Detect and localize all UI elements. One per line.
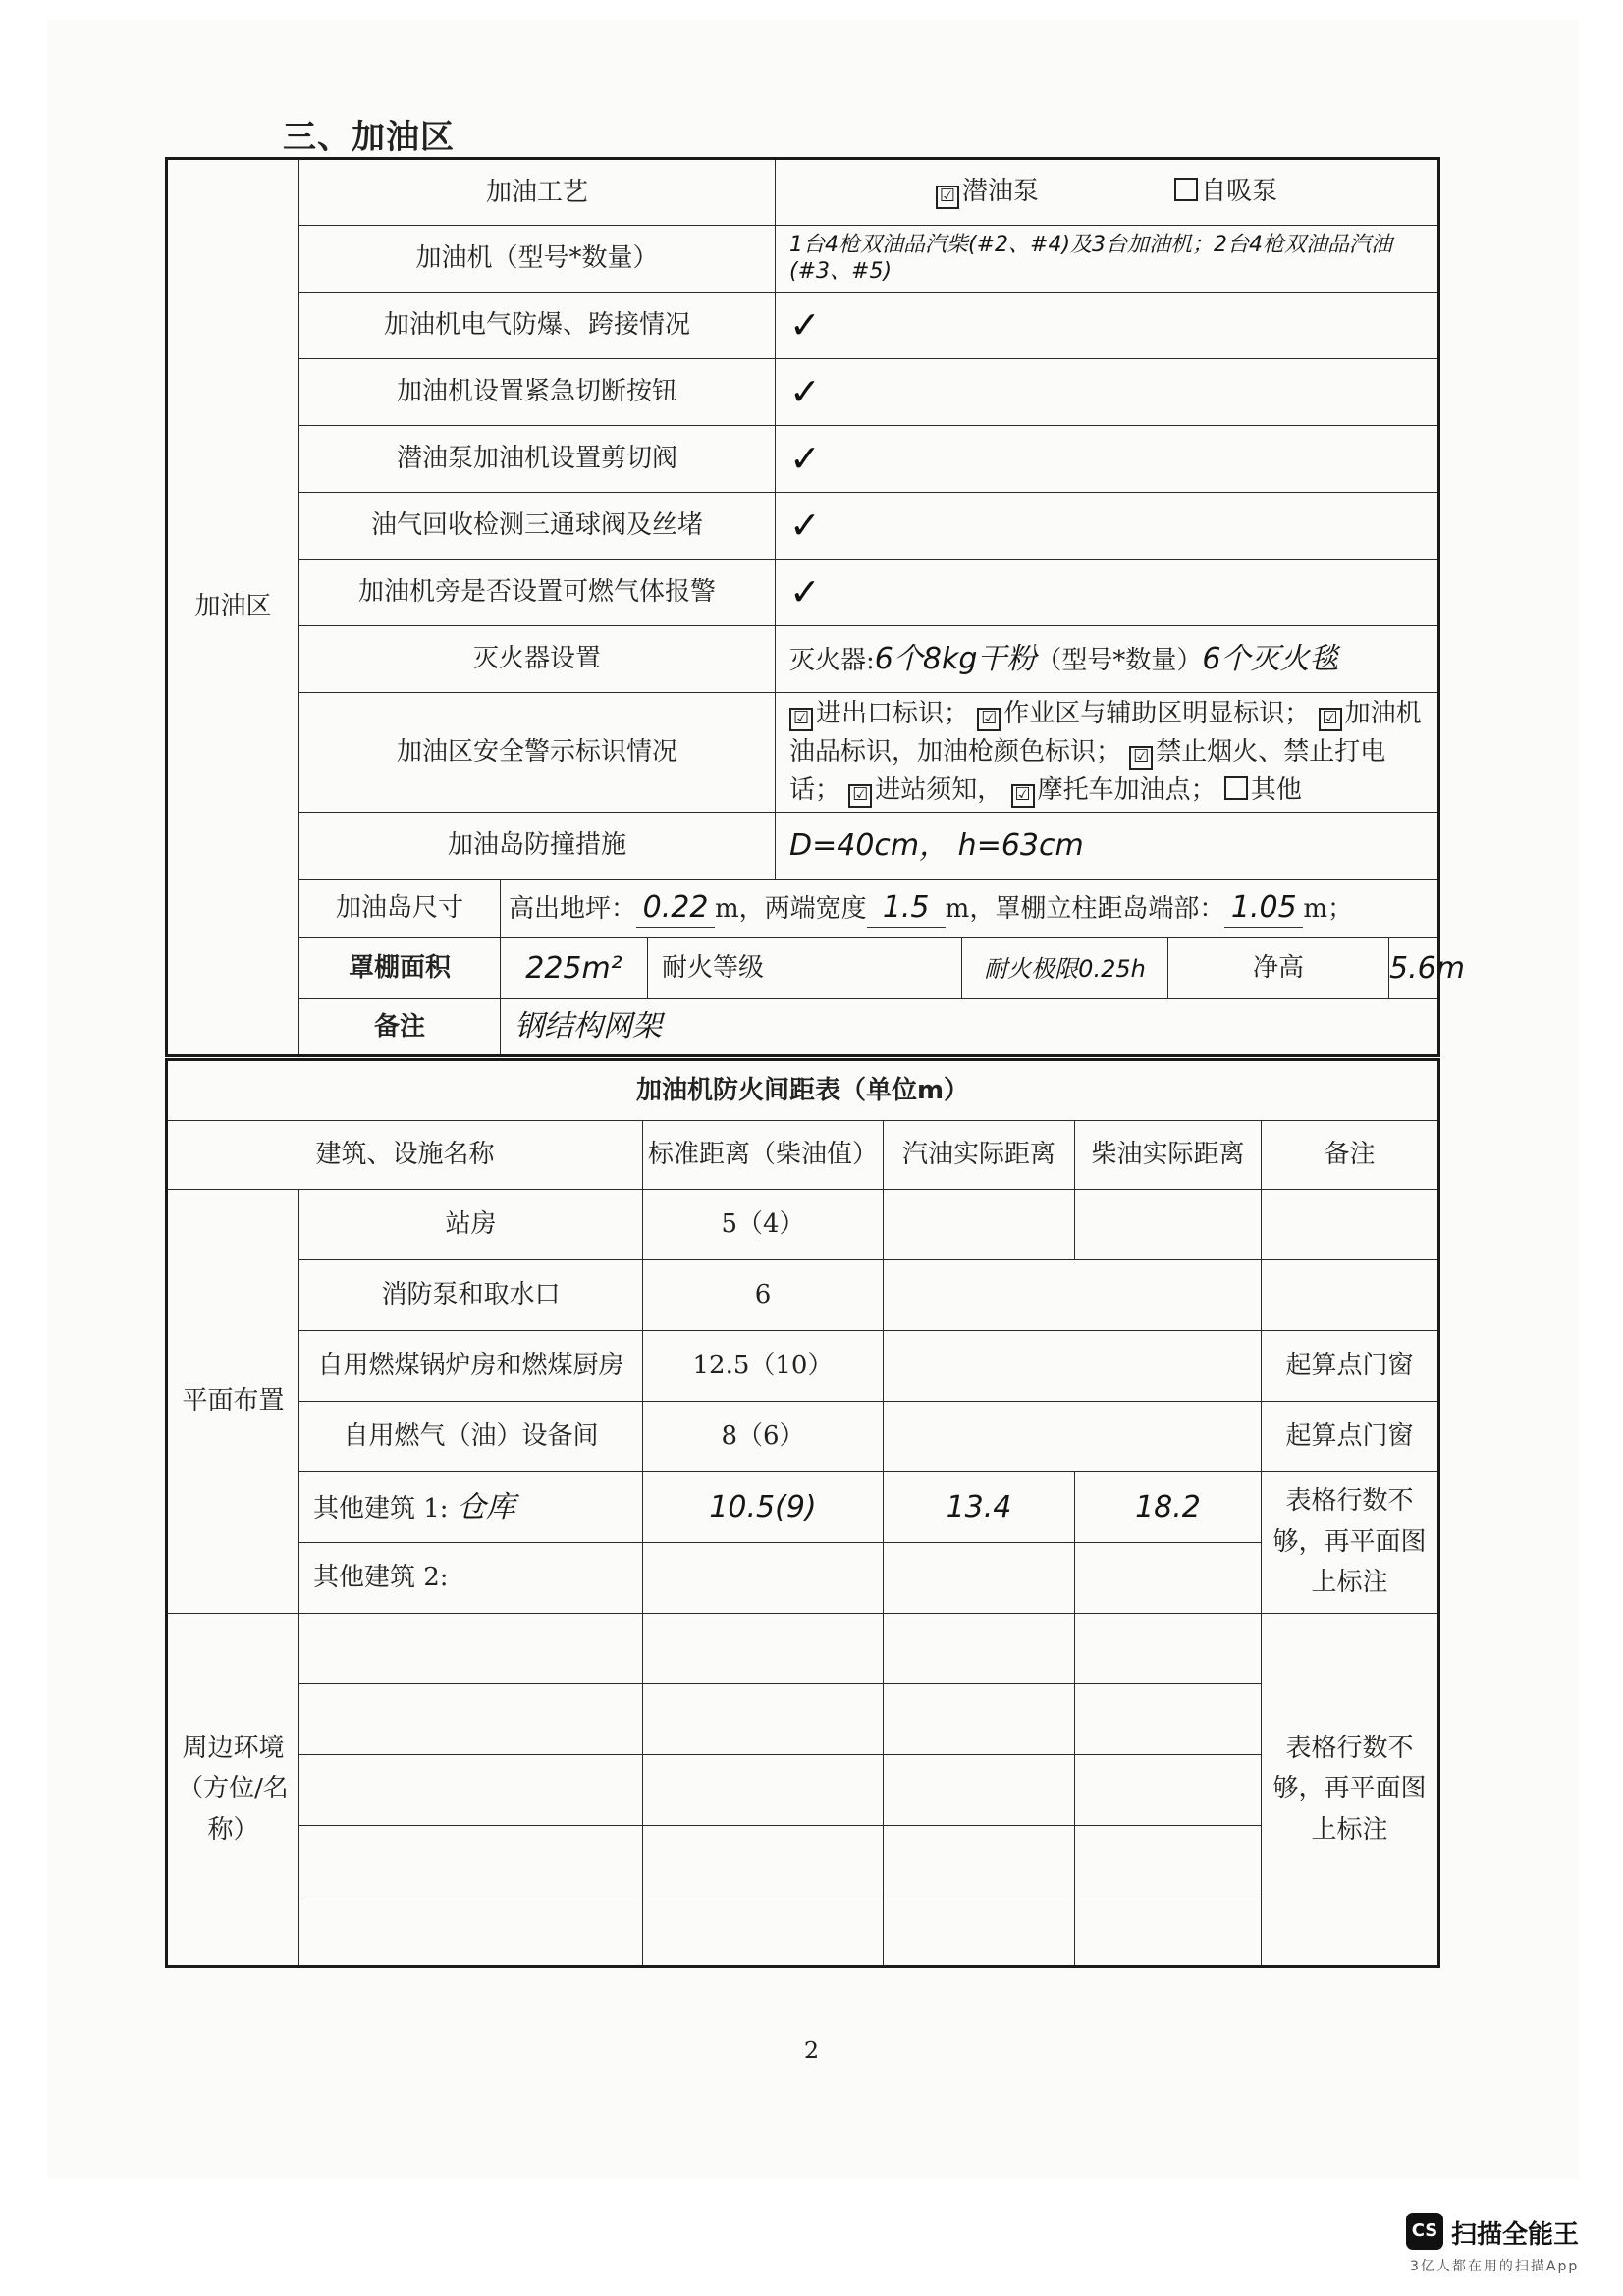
other-building-2-std (643, 1543, 884, 1614)
header-gasoline-distance: 汽油实际距离 (884, 1121, 1075, 1190)
table-row (884, 1826, 1075, 1896)
canopy-area-label: 罩棚面积 (299, 938, 501, 999)
island-dist-unit: m； (1303, 894, 1353, 925)
table-row-note: 起算点门窗 (1262, 1331, 1439, 1402)
remark-value: 钢结构网架 (501, 999, 1439, 1056)
table-row (1075, 1684, 1262, 1755)
checkbox-entrance-sign[interactable]: ☑ (789, 708, 813, 731)
explosion-proof-check: ✓ (776, 293, 1439, 359)
table-row (299, 1614, 643, 1684)
row-label-explosion-proof: 加油机电气防爆、跨接情况 (299, 293, 776, 359)
option-submersible-pump: 潜油泵 (961, 177, 1039, 206)
island-width-label: m，两端宽度 (715, 894, 867, 925)
checkbox-motorcycle-sign[interactable]: ☑ (1011, 784, 1035, 808)
watermark-slogan: 3亿人都在用的扫描App (1410, 2259, 1580, 2274)
row-label-emergency-stop: 加油机设置紧急切断按钮 (299, 359, 776, 426)
table-row-std: 5（4） (643, 1190, 884, 1260)
table-row-name: 消防泵和取水口 (299, 1260, 643, 1331)
table-row-note (1262, 1260, 1439, 1331)
table-row-name: 自用燃煤锅炉房和燃煤厨房 (299, 1331, 643, 1402)
plan-layout-label: 平面布置 (167, 1190, 299, 1614)
other-building-2-diesel (1075, 1543, 1262, 1614)
extinguisher-count: 6个8kg干粉 (874, 641, 1037, 676)
checkbox-zone-sign[interactable]: ☑ (977, 708, 1001, 731)
row-label-vapor-recovery: 油气回收检测三通球阀及丝堵 (299, 493, 776, 560)
other-building-2-gas (884, 1543, 1075, 1614)
dispenser-value: 1台4枪双油品汽柴(#2、#4)及3台加油机；2台4枪双油品汽油(#3、#5) (776, 226, 1439, 293)
row-label-anti-collision: 加油岛防撞措施 (299, 813, 776, 880)
other-building-1 (299, 1472, 643, 1543)
motorcycle-sign: 摩托车加油点； (1037, 775, 1217, 805)
table-row-gas (884, 1260, 1262, 1331)
table-row (884, 1755, 1075, 1826)
table-row (1075, 1614, 1262, 1684)
fire-distance-table (165, 1058, 1440, 1968)
header-remark: 备注 (1262, 1121, 1439, 1190)
row-label-dispenser: 加油机（型号*数量） (299, 226, 776, 293)
header-standard-distance: 标准距离（柴油值） (643, 1121, 884, 1190)
checkbox-self-priming-pump[interactable] (1174, 178, 1198, 201)
table-row (643, 1614, 884, 1684)
table-row (643, 1896, 884, 1967)
gas-alarm-check: ✓ (776, 560, 1439, 626)
checkbox-submersible-pump[interactable]: ☑ (936, 186, 959, 209)
refueling-area-table (165, 157, 1465, 1057)
table-row (884, 1614, 1075, 1684)
island-size-label: 加油岛尺寸 (299, 880, 501, 938)
header-facility-name: 建筑、设施名称 (167, 1121, 643, 1190)
other-building-1-label: 其他建筑 1: (313, 1493, 449, 1523)
checkbox-notice-sign[interactable]: ☑ (848, 784, 872, 808)
table-row-gas (884, 1402, 1262, 1472)
island-width-value: 1.5 (867, 889, 946, 928)
checkbox-fuel-sign[interactable]: ☑ (1319, 708, 1342, 731)
shear-valve-check: ✓ (776, 426, 1439, 493)
vapor-recovery-check: ✓ (776, 493, 1439, 560)
other-sign: 其他 (1250, 775, 1302, 805)
table-row (1075, 1896, 1262, 1967)
extinguisher-prefix: 灭火器: (789, 645, 875, 675)
zone-sign: 作业区与辅助区明显标识； (1003, 699, 1311, 728)
watermark-brand: 扫描全能王 (1451, 2220, 1580, 2250)
group-label-refueling-area: 加油区 (167, 159, 299, 1056)
table-row-std: 8（6） (643, 1402, 884, 1472)
table-row (299, 1896, 643, 1967)
clear-height-value: 5.6m (1389, 938, 1439, 999)
page-number: 2 (803, 2037, 820, 2064)
fire-blanket-count: 6个灭火毯 (1202, 641, 1339, 676)
table-row (884, 1684, 1075, 1755)
fire-rating-value: 耐火极限0.25h (962, 938, 1168, 999)
table-row (1075, 1826, 1262, 1896)
option-self-priming-pump: 自吸泵 (1201, 177, 1278, 206)
other-building-1-name: 仓库 (456, 1489, 515, 1524)
table-row (643, 1826, 884, 1896)
other-building-1-diesel: 18.2 (1075, 1472, 1262, 1543)
row-label-gas-alarm: 加油机旁是否设置可燃气体报警 (299, 560, 776, 626)
island-dist-value: 1.05 (1224, 889, 1303, 928)
other-building-note: 表格行数不够，再平面图上标注 (1262, 1472, 1439, 1614)
notice-sign: 进站须知， (875, 775, 1003, 805)
no-smoking-sign: 禁止烟火、禁止打电话； (789, 737, 1386, 805)
table-row-std: 6 (643, 1260, 884, 1331)
table-row-diesel (1075, 1190, 1262, 1260)
canopy-area-value: 225m² (501, 938, 648, 999)
row-label-extinguisher: 灭火器设置 (299, 626, 776, 693)
checkbox-no-smoking-sign[interactable]: ☑ (1129, 746, 1153, 770)
table-row (643, 1755, 884, 1826)
fuel-sign: 加油机油品标识，加油枪颜色标识； (789, 699, 1422, 767)
anti-collision-value: D=40cm， h=63cm (776, 813, 1439, 880)
camscanner-logo-icon: CS (1406, 2213, 1443, 2250)
table-row-note (1262, 1190, 1439, 1260)
fire-distance-title: 加油机防火间距表（单位m） (167, 1060, 1439, 1121)
table-row (299, 1755, 643, 1826)
section-title: 三、加油区 (283, 118, 455, 157)
clear-height-label: 净高 (1168, 938, 1389, 999)
table-row-std: 12.5（10） (643, 1331, 884, 1402)
table-row (1075, 1755, 1262, 1826)
fire-rating-label: 耐火等级 (648, 938, 962, 999)
table-row-note: 起算点门窗 (1262, 1402, 1439, 1472)
table-row-gas (884, 1331, 1262, 1402)
island-height-value: 0.22 (636, 889, 715, 928)
environment-note: 表格行数不够，再平面图上标注 (1262, 1614, 1439, 1967)
table-row-gas (884, 1190, 1075, 1260)
table-row (643, 1684, 884, 1755)
other-building-2-label: 其他建筑 2: (299, 1543, 643, 1614)
row-label-safety-signs: 加油区安全警示标识情况 (299, 693, 776, 813)
table-row (299, 1826, 643, 1896)
header-diesel-distance: 柴油实际距离 (1075, 1121, 1262, 1190)
row-label-process: 加油工艺 (299, 159, 776, 226)
table-row (299, 1684, 643, 1755)
extinguisher-model-label: （型号*数量） (1036, 645, 1203, 675)
checkbox-other-sign[interactable] (1224, 776, 1248, 800)
emergency-stop-check: ✓ (776, 359, 1439, 426)
other-building-1-gas: 13.4 (884, 1472, 1075, 1543)
table-row-name: 自用燃气（油）设备间 (299, 1402, 643, 1472)
entrance-sign: 进出口标识； (816, 699, 970, 728)
safety-signs-options (776, 693, 1439, 813)
island-dist-label: m，罩棚立柱距岛端部： (945, 894, 1225, 925)
other-building-1-std: 10.5(9) (643, 1472, 884, 1543)
table-row-name: 站房 (299, 1190, 643, 1260)
table-row (884, 1896, 1075, 1967)
island-height-label: 高出地坪： (509, 894, 637, 925)
extinguisher-value (776, 626, 1439, 693)
environment-label: 周边环境（方位/名称） (167, 1614, 299, 1967)
remark-label: 备注 (299, 999, 501, 1056)
row-label-shear-valve: 潜油泵加油机设置剪切阀 (299, 426, 776, 493)
process-options (776, 159, 1439, 226)
island-size-values (501, 880, 1439, 938)
